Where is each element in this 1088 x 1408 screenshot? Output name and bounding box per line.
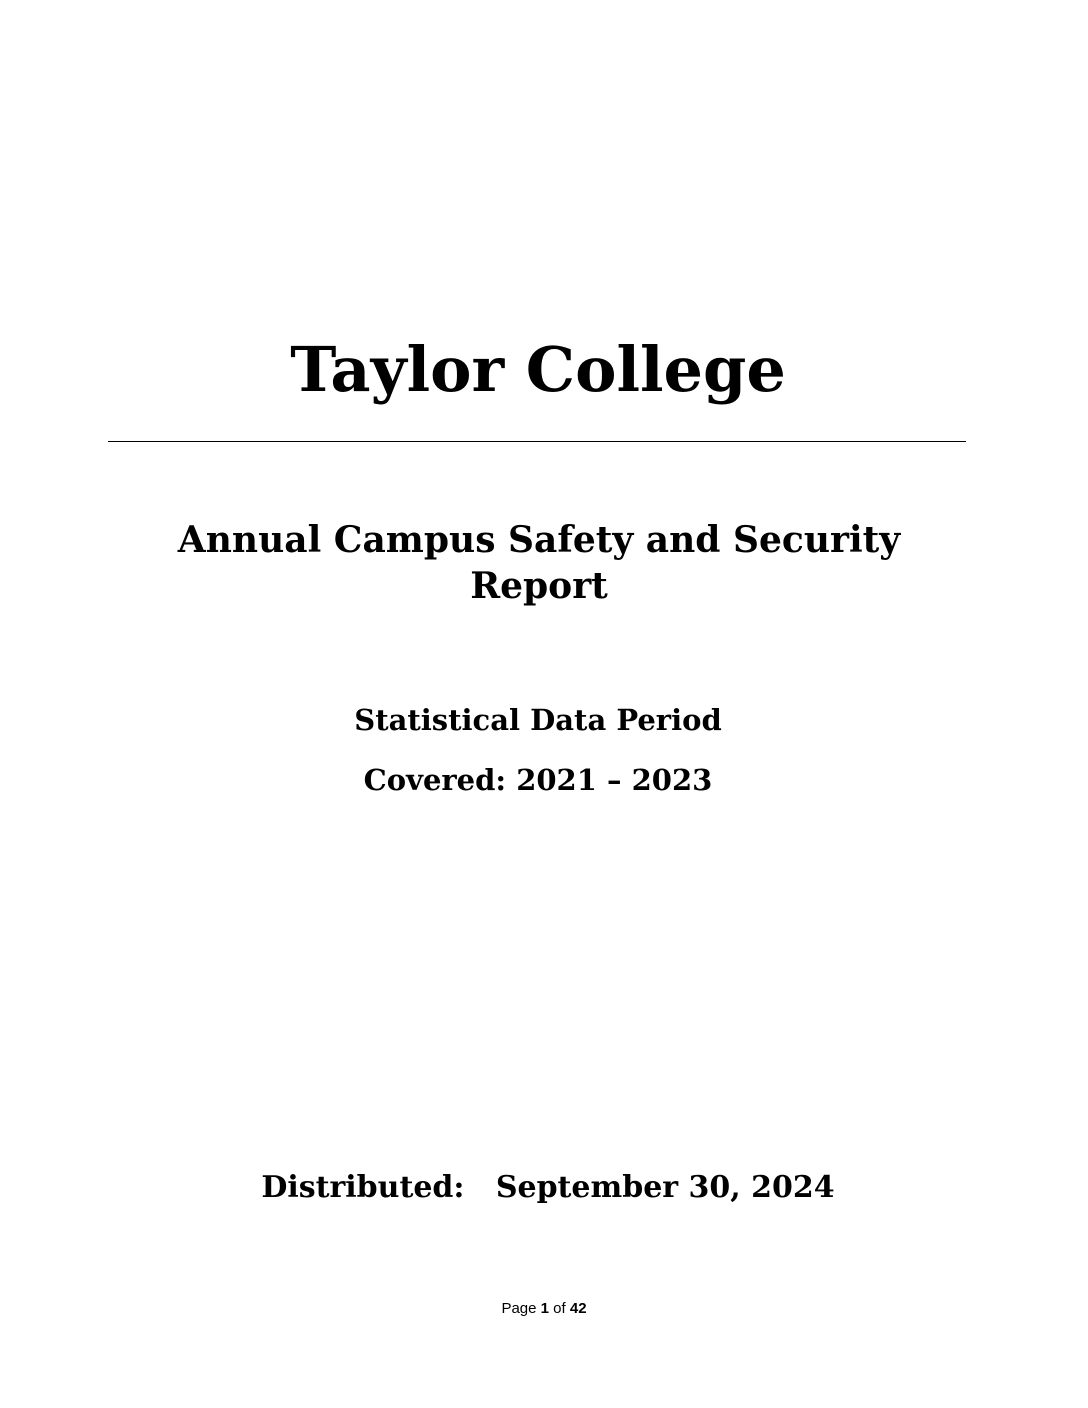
- title-divider: [108, 441, 966, 442]
- page-footer: [0, 1298, 1088, 1320]
- distributed-date: September 30, 2024: [495, 1170, 835, 1205]
- statistical-period-label: Statistical Data Period: [354, 703, 722, 737]
- page-current-number: 1: [540, 1300, 549, 1317]
- statistical-period-range: Covered: 2021 – 2023: [363, 763, 713, 797]
- distribution-line: [0, 1168, 1088, 1208]
- document-title: Taylor College: [290, 333, 786, 406]
- page-prefix: Page: [501, 1300, 537, 1317]
- page-of: of: [553, 1300, 566, 1317]
- distributed-label: Distributed:: [261, 1170, 465, 1205]
- report-subtitle: Annual Campus Safety and Security Report: [177, 519, 901, 607]
- page-total-number: 42: [569, 1300, 587, 1317]
